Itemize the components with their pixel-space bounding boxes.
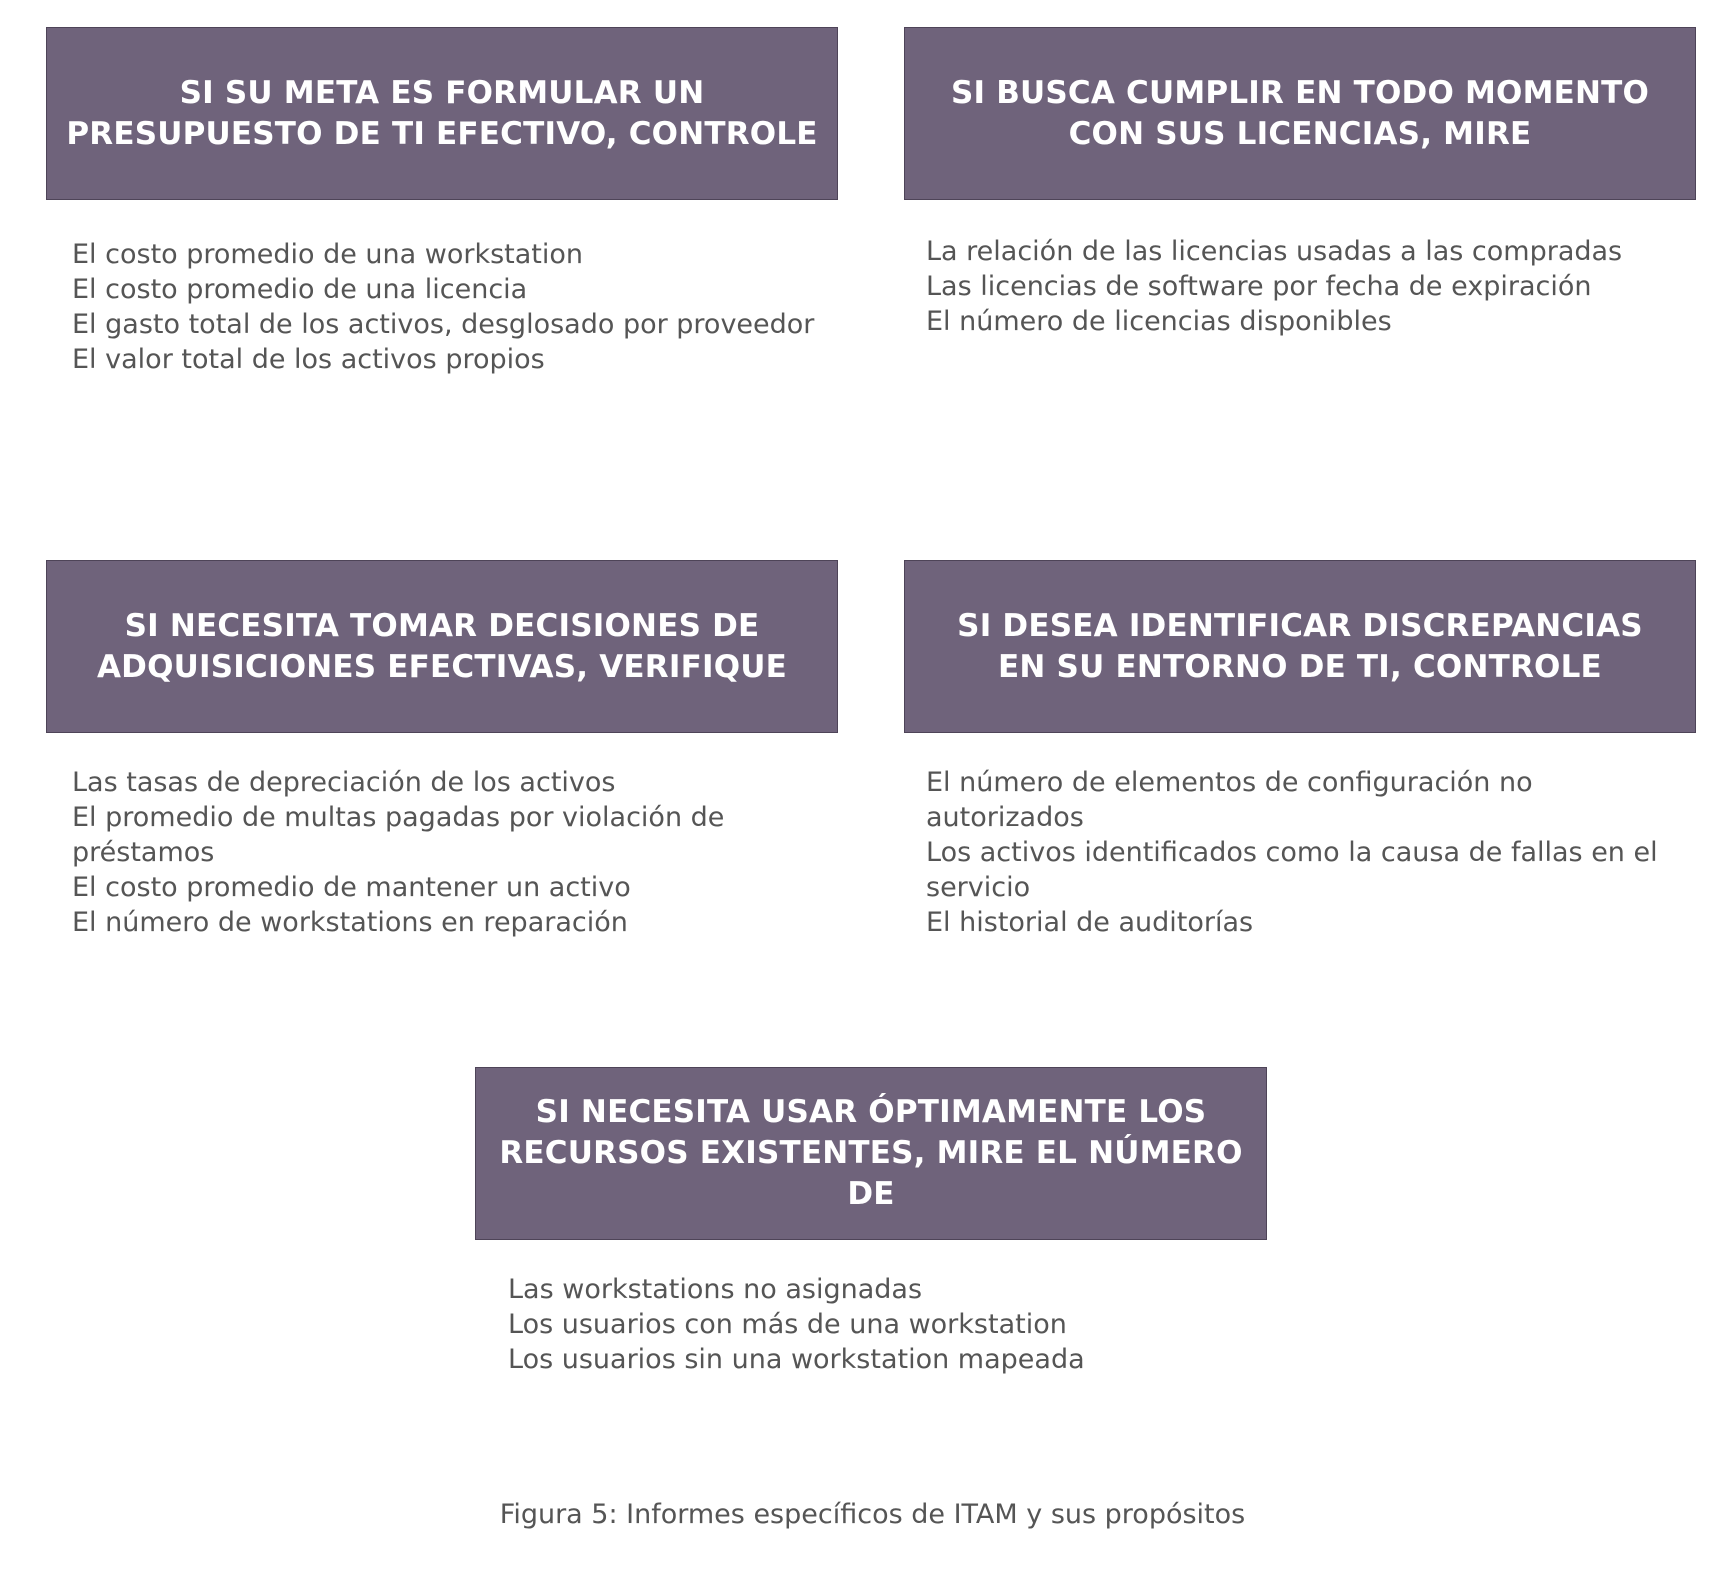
panel-item-list	[926, 234, 1686, 339]
list-item: El valor total de los activos propios	[72, 344, 545, 375]
list-item: Las tasas de depreciación de los activos	[72, 767, 616, 798]
panel-acquisitions	[46, 560, 838, 938]
list-item: Las licencias de software por fecha de expiración	[926, 271, 1592, 302]
list-item: El costo promedio de una licencia	[72, 274, 528, 305]
panel-item-list	[72, 765, 812, 940]
list-item: El historial de auditorías	[926, 907, 1254, 938]
panel-title: SI NECESITA TOMAR DECISIONES DE ADQUISICIONES EFECTIVAS, VERIFIQUE	[96, 607, 788, 685]
panel-licenses	[904, 27, 1696, 337]
panel-title: SI NECESITA USAR ÓPTIMAMENTE LOS RECURSOS EXISTENTES, MIRE EL NÚMERO DE	[499, 1094, 1243, 1212]
list-item: Las workstations no asignadas	[508, 1274, 923, 1305]
list-item: Los usuarios con más de una workstation	[508, 1309, 1067, 1340]
list-item: El promedio de multas pagadas por violación de préstamos	[72, 802, 725, 868]
list-item: El gasto total de los activos, desglosado por proveedor	[72, 309, 815, 340]
panel-resources	[475, 1067, 1267, 1375]
panel-header	[46, 27, 838, 200]
panel-title: SI DESEA IDENTIFICAR DISCREPANCIAS EN SU ENTORNO DE TI, CONTROLE	[957, 607, 1643, 685]
list-item: Los usuarios sin una workstation mapeada	[508, 1344, 1085, 1375]
list-item: La relación de las licencias usadas a las compradas	[926, 236, 1623, 267]
panel-item-list	[926, 765, 1666, 940]
panel-item-list	[508, 1272, 1248, 1377]
list-item: Los activos identificados como la causa de fallas en el servicio	[926, 837, 1658, 903]
list-item: El costo promedio de una workstation	[72, 239, 584, 270]
list-item: El costo promedio de mantener un activo	[72, 872, 631, 903]
list-item: El número de workstations en reparación	[72, 907, 628, 938]
panel-title: SI SU META ES FORMULAR UN PRESUPUESTO DE TI EFECTIVO, CONTROLE	[66, 74, 818, 152]
panel-budget	[46, 27, 838, 375]
panel-item-list	[72, 237, 852, 377]
figure-caption: Figura 5: Informes específicos de ITAM y sus propósitos	[499, 1499, 1246, 1530]
panel-header	[46, 560, 838, 733]
panel-discrepancies	[904, 560, 1696, 938]
panel-header	[904, 560, 1696, 733]
panel-title: SI BUSCA CUMPLIR EN TODO MOMENTO CON SUS LICENCIAS, MIRE	[950, 74, 1650, 152]
panel-header	[904, 27, 1696, 200]
list-item: El número de licencias disponibles	[926, 306, 1392, 337]
panel-header	[475, 1067, 1267, 1240]
list-item: El número de elementos de configuración no autorizados	[926, 767, 1533, 833]
